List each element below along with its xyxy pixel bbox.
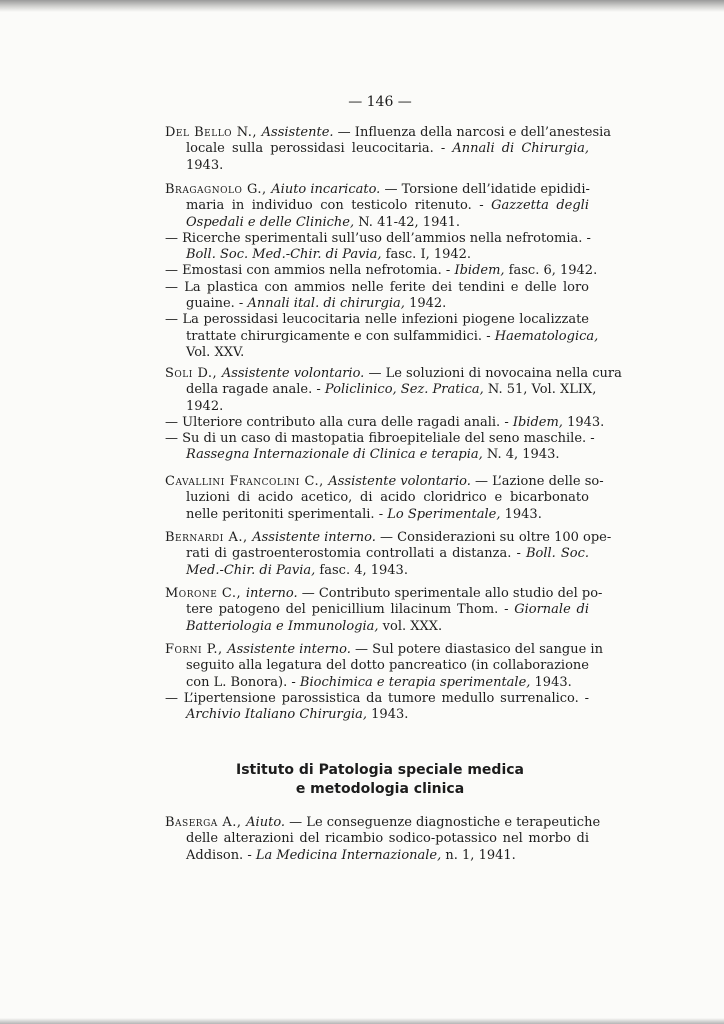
- text-line: [165, 848, 589, 864]
- text: delle alterazioni del ricambio sodico-potassico nel morbo di: [186, 831, 589, 847]
- italic-text: Assistente volontario.: [221, 366, 365, 381]
- text: 1943.: [186, 157, 224, 173]
- text: — Contributo sperimentale allo studio del po-: [297, 586, 603, 601]
- text: — Ulteriore contributo alla cura delle ragadi anali. -: [165, 414, 513, 430]
- text: — Le conseguenze diagnostiche e terapeutiche: [285, 815, 601, 830]
- text: — Torsione dell’idatide epididi-: [380, 182, 590, 197]
- author-name: Forni P.,: [165, 642, 228, 657]
- text-line: [165, 546, 589, 562]
- text: seguito alla legatura del dotto pancreatico (in collaborazione: [186, 658, 589, 674]
- text-line: [165, 296, 589, 312]
- text: — La plastica con ammios nelle ferite dei tendini e delle loro: [165, 279, 589, 295]
- italic-text: Assistente interno.: [227, 642, 351, 657]
- text-line: [165, 263, 598, 279]
- text-line: [165, 414, 605, 431]
- italic-text: Policlinico, Sez. Pratica,: [324, 382, 484, 398]
- text: — Sul potere diastasico del sangue in: [350, 642, 603, 657]
- text-line: [165, 198, 589, 214]
- text: — Ricerche sperimentali sull’uso dell’ammios nella nefrotomia. -: [165, 230, 591, 246]
- text: maria in individuo con testicolo ritenuto. -: [186, 198, 492, 214]
- text: N. 4, 1943.: [482, 447, 560, 463]
- text-line: [165, 586, 603, 602]
- text: — Emostasi con ammios nella nefrotomia. -: [165, 263, 455, 279]
- text-line: [165, 490, 589, 506]
- italic-text: Assistente volontario.: [328, 474, 471, 489]
- italic-text: Haematologica,: [494, 328, 599, 344]
- text: 1942.: [404, 296, 447, 312]
- italic-text: Boll. Soc.: [525, 546, 590, 562]
- text-line: [165, 312, 589, 328]
- italic-text: Aiuto incaricato.: [271, 182, 381, 197]
- text-line: [165, 474, 604, 490]
- italic-text: Gazzetta degli: [491, 198, 589, 214]
- page-number: — 146 —: [348, 94, 412, 110]
- text-line: [165, 642, 603, 658]
- scan-top-edge: [0, 0, 724, 12]
- author-name: Soli D.,: [165, 366, 222, 381]
- italic-text: Boll. Soc. Med.-Chir. di Pavia,: [186, 247, 382, 263]
- text-line: [165, 507, 589, 523]
- text-line: [165, 247, 589, 263]
- text-line: [165, 447, 589, 463]
- text-line: [165, 831, 589, 847]
- bibliography-entry: [165, 530, 612, 579]
- text-line: [165, 141, 589, 157]
- text-line: [165, 530, 612, 546]
- bibliography-entry: [165, 182, 599, 361]
- italic-text: La Medicina Internazionale,: [255, 847, 442, 863]
- italic-text: Ibidem,: [454, 263, 505, 279]
- text: fasc. I, 1942.: [381, 247, 472, 263]
- text: trattate chirurgicamente e con sulfammidici. -: [186, 328, 495, 344]
- text-line: [165, 366, 622, 382]
- text-line: [165, 182, 589, 198]
- text: con L. Bonora). -: [186, 674, 300, 690]
- text: rati di gastroenterostomia controllati a distanza. -: [186, 546, 526, 562]
- text: vol. XXX.: [378, 618, 443, 634]
- italic-text: Aiuto.: [246, 815, 286, 830]
- text: della ragade anale. -: [186, 382, 325, 398]
- text: nelle peritoniti sperimentali. -: [186, 506, 388, 522]
- italic-text: Archivio Italiano Chirurgia,: [186, 707, 368, 723]
- text: 1943.: [530, 674, 572, 690]
- text: 1942.: [186, 398, 224, 414]
- text: N. 51, Vol. XLIX,: [483, 382, 597, 398]
- section-heading: [180, 761, 580, 799]
- italic-text: Annali ital. di chirurgia,: [247, 296, 405, 312]
- italic-text: Med.-Chir. di Pavia,: [186, 562, 316, 578]
- text: — Su di un caso di mastopatia fibroepiteliale del seno maschile. -: [165, 431, 595, 447]
- section-heading-line: Istituto di Patologia speciale medica: [236, 762, 524, 778]
- bibliography-entry: [165, 474, 604, 523]
- text: 1943.: [562, 414, 605, 430]
- text: tere patogeno del penicillium lilacinum Thom. -: [186, 602, 515, 618]
- text-line: [165, 345, 589, 361]
- italic-text: Giornale di: [514, 602, 590, 618]
- author-name: Cavallini Francolini C.,: [165, 474, 329, 489]
- italic-text: Annali di Chirurgia,: [452, 141, 589, 157]
- section-heading-line: e metodologia clinica: [295, 781, 465, 797]
- italic-text: Batteriologia e Immunologia,: [186, 618, 379, 634]
- author-name: Bernardi A.,: [165, 530, 253, 545]
- bibliography-entry: [165, 642, 603, 723]
- text: Addison. -: [186, 847, 256, 863]
- author-name: Baserga A.,: [165, 815, 247, 830]
- text-line: [165, 675, 589, 691]
- text-line: [165, 431, 595, 447]
- text-line: [165, 399, 589, 415]
- text-line: [165, 691, 589, 707]
- text: fasc. 6, 1942.: [504, 263, 598, 279]
- text-line: [165, 658, 589, 674]
- text-line: [165, 563, 589, 579]
- text-line: [165, 158, 589, 174]
- text: n. 1, 1941.: [441, 847, 516, 863]
- text: — Influenza della narcosi e dell’anestesia: [333, 125, 612, 140]
- author-name: Morone C.,: [165, 586, 246, 601]
- bibliography-entry: [165, 366, 622, 464]
- bibliography-entry: [165, 125, 612, 174]
- bibliography-entry: [165, 586, 603, 635]
- text: 1943.: [367, 707, 409, 723]
- text-line: [165, 707, 589, 723]
- text: 1943.: [500, 506, 542, 522]
- text-line: [165, 231, 589, 247]
- italic-text: Biochimica e terapia sperimentale,: [299, 674, 531, 690]
- text-line: [165, 602, 589, 618]
- text-line: [165, 215, 589, 231]
- scan-bottom-edge: [0, 1018, 724, 1024]
- text: — L’azione delle so-: [470, 474, 604, 489]
- text-line: [165, 382, 597, 398]
- text: guaine. -: [186, 296, 248, 312]
- text: Vol. XXV.: [186, 344, 245, 360]
- text: locale sulla perossidasi leucocitaria. -: [186, 141, 453, 157]
- text: fasc. 4, 1943.: [315, 562, 408, 578]
- italic-text: Ospedali e delle Cliniche,: [186, 214, 355, 230]
- italic-text: interno.: [245, 586, 298, 601]
- italic-text: Ibidem,: [512, 414, 563, 430]
- author-name: Del Bello N.,: [165, 125, 262, 140]
- text: N. 41-42, 1941.: [354, 214, 461, 230]
- text-line: [165, 619, 589, 635]
- text-line: [165, 328, 599, 345]
- text-line: [165, 815, 601, 831]
- text: — Considerazioni su oltre 100 ope-: [375, 530, 612, 545]
- bibliography-entry: [165, 815, 601, 864]
- text: — L’ipertensione parossistica da tumore medullo surrenalico. -: [165, 690, 589, 706]
- italic-text: Lo Sperimentale,: [387, 506, 501, 522]
- text: — La perossidasi leucocitaria nelle infezioni piogene localizzate: [165, 312, 589, 328]
- italic-text: Assistente interno.: [252, 530, 376, 545]
- author-name: Bragagnolo G.,: [165, 182, 272, 197]
- text: luzioni di acido acetico, di acido cloridrico e bicarbonato: [186, 490, 589, 506]
- text-line: [165, 125, 612, 141]
- text: — Le soluzioni di novocaina nella cura: [364, 366, 622, 381]
- italic-text: Assistente.: [261, 125, 334, 140]
- italic-text: Rassegna Internazionale di Clinica e terapia,: [186, 447, 483, 463]
- text-line: [165, 280, 589, 296]
